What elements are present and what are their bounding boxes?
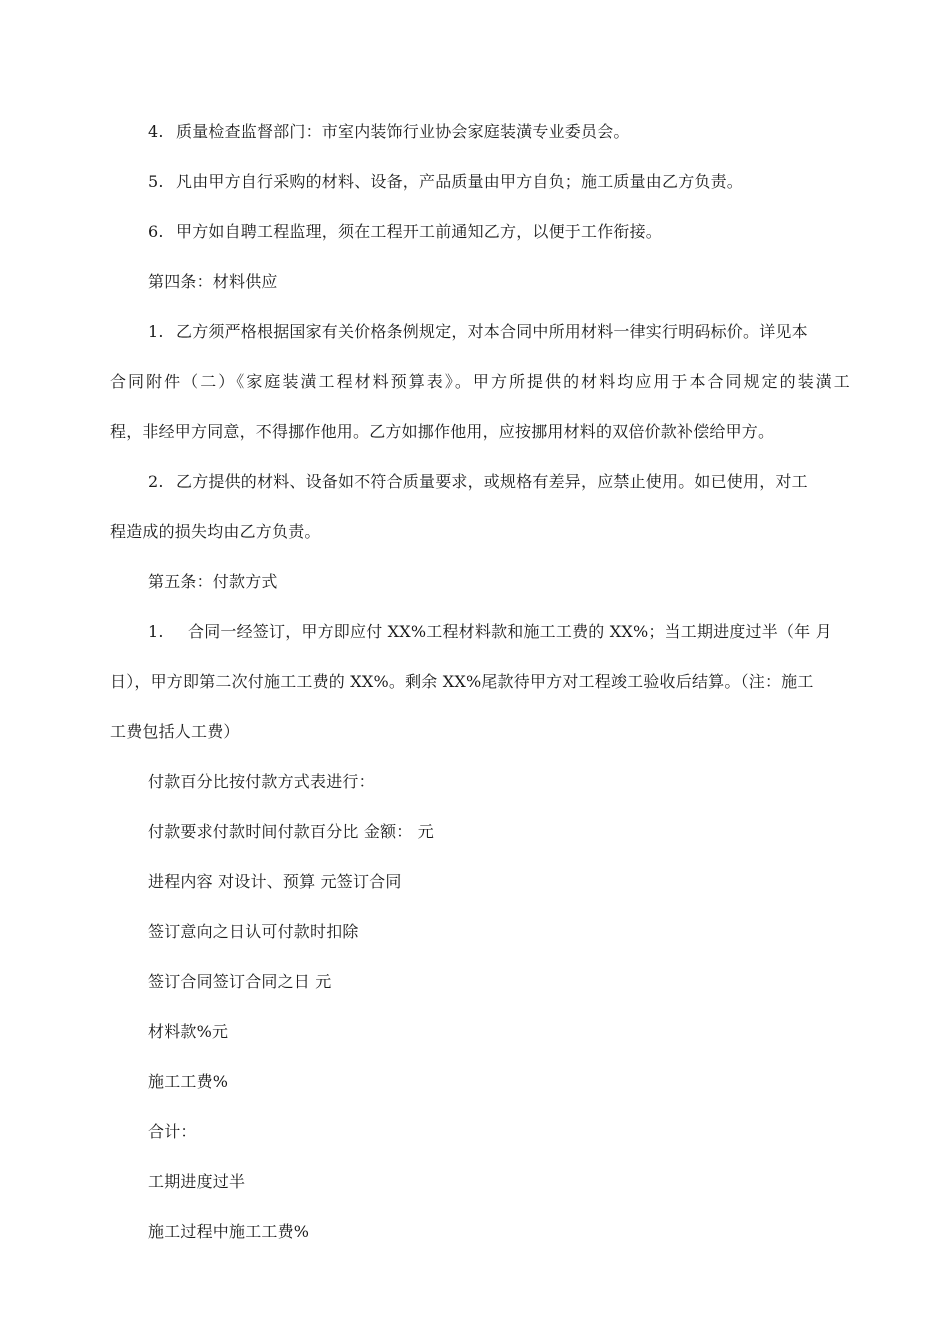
- item-number: 4.: [148, 122, 164, 141]
- item-text: 甲方如自聘工程监理，须在工程开工前通知乙方，以便于工作衔接。: [176, 222, 663, 241]
- article-5-heading: 第五条：付款方式: [148, 572, 278, 591]
- paragraph-number: 2.: [148, 472, 164, 491]
- article-4-paragraph-1-line-1: [148, 322, 850, 342]
- paragraph-number: 1.: [148, 322, 164, 341]
- article-4-paragraph-1-line-2: 合同附件（二）《家庭装潢工程材料预算表》。甲方所提供的材料均应用于本合同规定的装潢工: [110, 372, 850, 391]
- article-4-paragraph-2-line-2: 程造成的损失均由乙方负责。: [110, 522, 321, 541]
- paragraph-number: 1.: [148, 622, 164, 641]
- payment-line: 签订合同签订合同之日 元: [148, 972, 332, 991]
- article-5-paragraph-1-line-1: [148, 622, 832, 642]
- article-4-paragraph-1-line-3: 程，非经甲方同意，不得挪作他用。乙方如挪作他用，应按挪用材料的双倍价款补偿给甲方。: [110, 422, 775, 441]
- payment-line: 施工过程中施工工费%: [148, 1222, 310, 1241]
- item-text: 质量检查监督部门：市室内装饰行业协会家庭装潢专业委员会。: [176, 122, 630, 141]
- article-5-paragraph-1-line-2: 日），甲方即第二次付施工工费的 XX%。剩余 XX%尾款待甲方对工程竣工验收后结算。（注：施工: [110, 672, 814, 691]
- paragraph-text: 合同一经签订，甲方即应付 XX%工程材料款和施工工费的 XX%；当工期进度过半（年 月: [188, 622, 832, 641]
- payment-line: 付款百分比按付款方式表进行：: [148, 772, 375, 791]
- article-4-paragraph-2-line-1: [148, 472, 808, 492]
- item-5: [148, 172, 743, 192]
- payment-line: 材料款%元: [148, 1022, 229, 1041]
- item-text: 凡由甲方自行采购的材料、设备，产品质量由甲方自负；施工质量由乙方负责。: [176, 172, 744, 191]
- payment-line: 签订意向之日认可付款时扣除: [148, 922, 359, 941]
- item-6: [148, 222, 662, 242]
- paragraph-text: 乙方须严格根据国家有关价格条例规定，对本合同中所用材料一律实行明码标价。详见本: [176, 322, 808, 341]
- article-4-heading: 第四条：材料供应: [148, 272, 278, 291]
- item-4: [148, 122, 630, 142]
- item-number: 5.: [148, 172, 164, 191]
- payment-line: 合计：: [148, 1122, 197, 1141]
- payment-line: 付款要求付款时间付款百分比 金额： 元: [148, 822, 434, 841]
- payment-line: 施工工费%: [148, 1072, 229, 1091]
- article-5-paragraph-1-line-3: 工费包括人工费）: [110, 722, 240, 741]
- payment-line: 工期进度过半: [148, 1172, 246, 1191]
- paragraph-text: 乙方提供的材料、设备如不符合质量要求，或规格有差异，应禁止使用。如已使用，对工: [176, 472, 808, 491]
- item-number: 6.: [148, 222, 164, 241]
- payment-line: 进程内容 对设计、预算 元签订合同: [148, 872, 402, 891]
